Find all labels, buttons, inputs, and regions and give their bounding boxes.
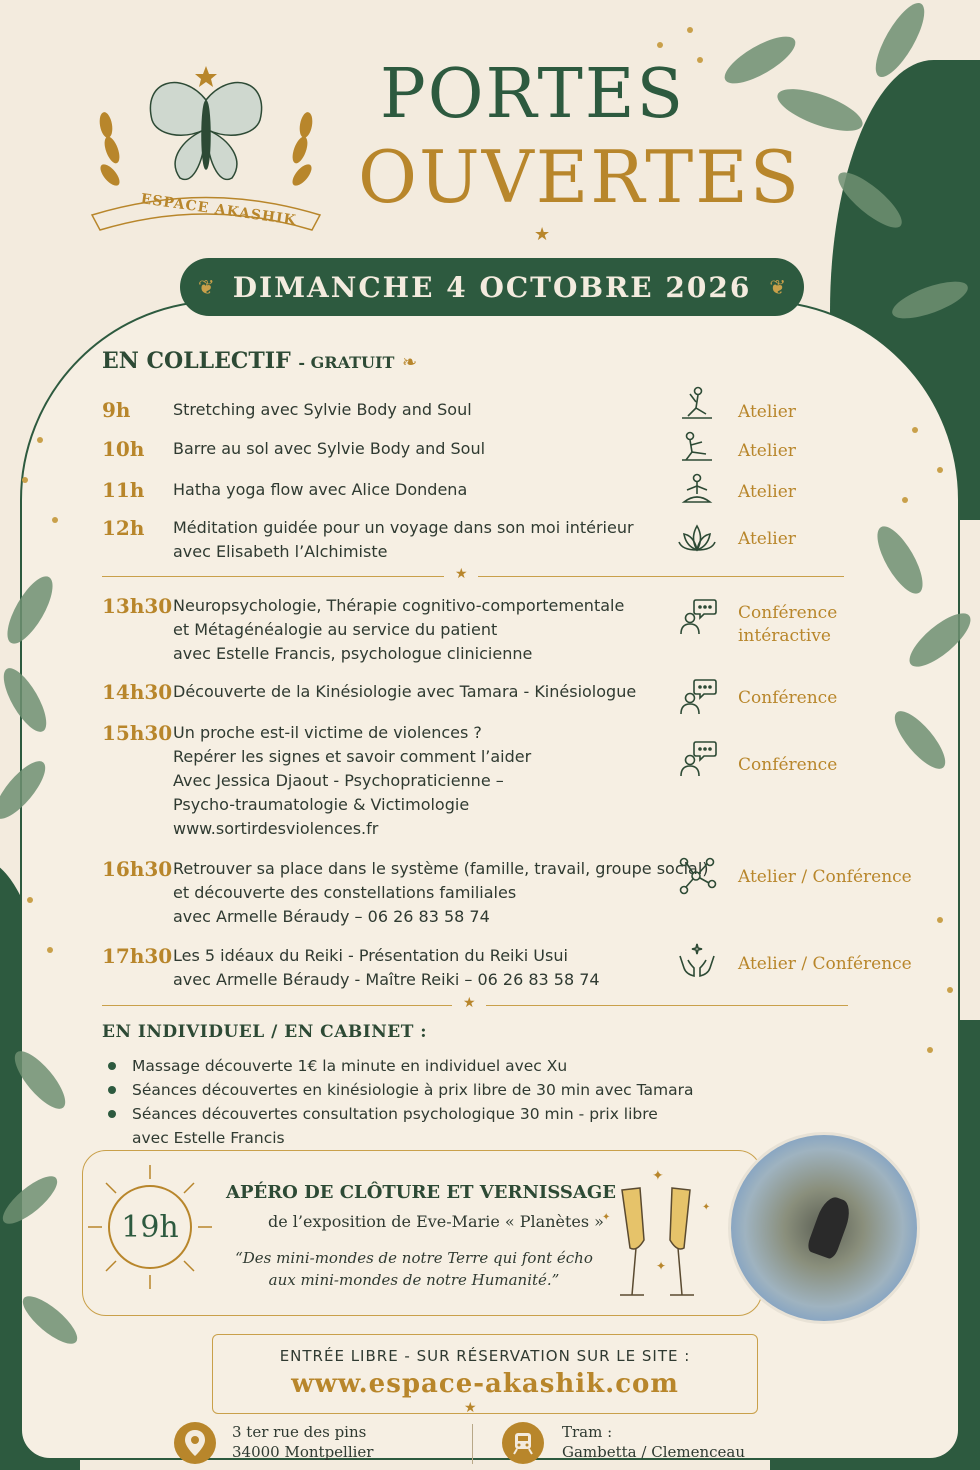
session-description: [173, 437, 485, 461]
session-time: 9h: [102, 398, 131, 422]
session-type: Conférence: [738, 755, 838, 775]
individuel-title: EN INDIVIDUEL / EN CABINET :: [102, 1022, 428, 1042]
session-description: [173, 944, 600, 992]
session-description: [173, 478, 467, 502]
session-description-line: avec Elisabeth l’Alchimiste: [173, 542, 388, 561]
planet-photo: [728, 1132, 920, 1324]
collectif-heading: [102, 348, 417, 374]
session-type: Conférence intéractive: [738, 603, 838, 646]
session-type: Atelier / Conférence: [738, 867, 912, 887]
svg-text:✦: ✦: [652, 1168, 664, 1184]
session-time: 14h30: [102, 680, 173, 704]
session-description: [173, 398, 472, 422]
session-type: Atelier: [738, 441, 796, 461]
list-item: Séances découvertes consultation psychologique 30 min - prix libre avec Estelle Francis: [106, 1102, 693, 1150]
session-type: Atelier: [738, 402, 796, 422]
location-pin-icon: [174, 1422, 216, 1464]
session-description: [173, 516, 634, 564]
network-icon: [676, 854, 718, 896]
session-description-line: avec Armelle Béraudy – 06 26 83 58 74: [173, 907, 490, 926]
session-type: Atelier / Conférence: [738, 954, 912, 974]
divider-right-2: [486, 1005, 848, 1006]
lotus-icon: [676, 518, 718, 560]
apero-subtitle: de l’exposition de Eve-Marie « Planètes »: [268, 1212, 604, 1231]
session-description-line: Neuropsychologie, Thérapie cognitivo-comportementale: [173, 596, 625, 615]
list-item: Séances découvertes en kinésiologie à prix libre de 30 min avec Tamara: [106, 1078, 693, 1102]
list-item: Massage découverte 1€ la minute en individuel avec Xu: [106, 1054, 693, 1078]
session-description-line: Barre au sol avec Sylvie Body and Soul: [173, 439, 486, 458]
speaker-icon: [676, 596, 718, 638]
title-line-2: OUVERTES: [358, 135, 802, 219]
champagne-glasses-icon: [592, 1160, 722, 1310]
session-description-line: avec Armelle Béraudy - Maître Reiki – 06 26 83 58 74: [173, 970, 600, 989]
session-description-line: et découverte des constellations familiales: [173, 883, 517, 902]
session-time: 16h30: [102, 857, 173, 881]
session-description-line: Méditation guidée pour un voyage dans son moi intérieur: [173, 518, 634, 537]
speaker-icon: [676, 676, 718, 718]
speaker-icon: [676, 738, 718, 780]
title-line-1: PORTES: [380, 55, 686, 134]
divider-left-2: [102, 1005, 452, 1006]
event-date: DIMANCHE 4 OCTOBRE 2026: [232, 270, 752, 304]
collectif-subtitle: - GRATUIT: [298, 353, 395, 372]
session-description-line: avec Estelle Francis, psychologue clinicienne: [173, 644, 533, 663]
session-time: 17h30: [102, 944, 173, 968]
session-description-line: Hatha yoga flow avec Alice Dondena: [173, 480, 468, 499]
entry-line: ENTRÉE LIBRE - SUR RÉSERVATION SUR LE SITE :: [279, 1347, 691, 1365]
svg-text:✦: ✦: [656, 1259, 667, 1273]
apero-quote: “Des mini-mondes de notre Terre qui font écho aux mini-mondes de notre Humanité.”: [235, 1249, 593, 1289]
session-description-line: Les 5 idéaux du Reiki - Présentation du Reiki Usui: [173, 946, 568, 965]
collectif-title: EN COLLECTIF: [102, 348, 291, 374]
tram-info: Tram : Gambetta / Clemenceau: [562, 1423, 746, 1461]
logo: [82, 30, 330, 242]
session-description-line: Psycho-traumatologie & Victimologie: [173, 795, 470, 814]
session-type: Atelier: [738, 529, 796, 549]
session-time: 13h30: [102, 594, 173, 618]
session-description-line: Retrouver sa place dans le système (famille, travail, groupe social): [173, 859, 709, 878]
session-description-line: Avec Jessica Djaout - Psychopraticienne –: [173, 771, 504, 790]
yoga-icon: [676, 470, 718, 512]
session-description-line: www.sortirdesviolences.fr: [173, 819, 379, 838]
planet-figure: [806, 1194, 855, 1261]
session-description-line: Stretching avec Sylvie Body and Soul: [173, 400, 472, 419]
session-time: 10h: [102, 437, 145, 461]
divider-right-1: [478, 576, 844, 577]
footer-divider: [472, 1424, 473, 1464]
star-divider-icon: ★: [455, 566, 468, 582]
reiki-hands-icon: [676, 938, 718, 980]
svg-text:✦: ✦: [702, 1202, 711, 1213]
entry-box: [212, 1334, 758, 1414]
session-description-line: et Métagénéalogie au service du patient: [173, 620, 498, 639]
laurel-right-icon: ❦: [769, 275, 787, 299]
session-description: [173, 721, 531, 841]
session-description-line: Repérer les signes et savoir comment l’aider: [173, 747, 532, 766]
session-time: 11h: [102, 478, 145, 502]
star-divider-icon: ★: [534, 224, 551, 245]
date-banner: [180, 258, 804, 316]
individuel-list: [106, 1054, 693, 1150]
session-description-line: Découverte de la Kinésiologie avec Tamara - Kinésiologue: [173, 682, 637, 701]
address: 3 ter rue des pins 34000 Montpellier: [232, 1423, 374, 1461]
session-description-line: Un proche est-il victime de violences ?: [173, 723, 482, 742]
session-type: Conférence: [738, 688, 838, 708]
svg-text:✦: ✦: [602, 1212, 611, 1223]
tram-icon: [502, 1422, 544, 1464]
session-description: [173, 594, 624, 666]
star-divider-icon: ★: [463, 995, 476, 1011]
session-description: [173, 857, 709, 929]
session-time: 15h30: [102, 721, 173, 745]
laurel-left-icon: ❦: [197, 275, 215, 299]
session-time: 12h: [102, 516, 145, 540]
sprig-icon: ❧: [402, 352, 418, 373]
website-link[interactable]: www.espace-akashik.com: [291, 1369, 679, 1399]
stretching-icon: [676, 384, 718, 426]
apero-title: APÉRO DE CLÔTURE ET VERNISSAGE: [226, 1182, 616, 1203]
logo-text: ESPACE AKASHIK: [139, 191, 298, 229]
floor-barre-icon: [676, 428, 718, 470]
apero-time: 19h: [108, 1185, 192, 1269]
divider-left-1: [102, 576, 444, 577]
session-description: [173, 680, 636, 704]
star-divider-icon: ★: [464, 1400, 477, 1416]
session-type: Atelier: [738, 482, 796, 502]
